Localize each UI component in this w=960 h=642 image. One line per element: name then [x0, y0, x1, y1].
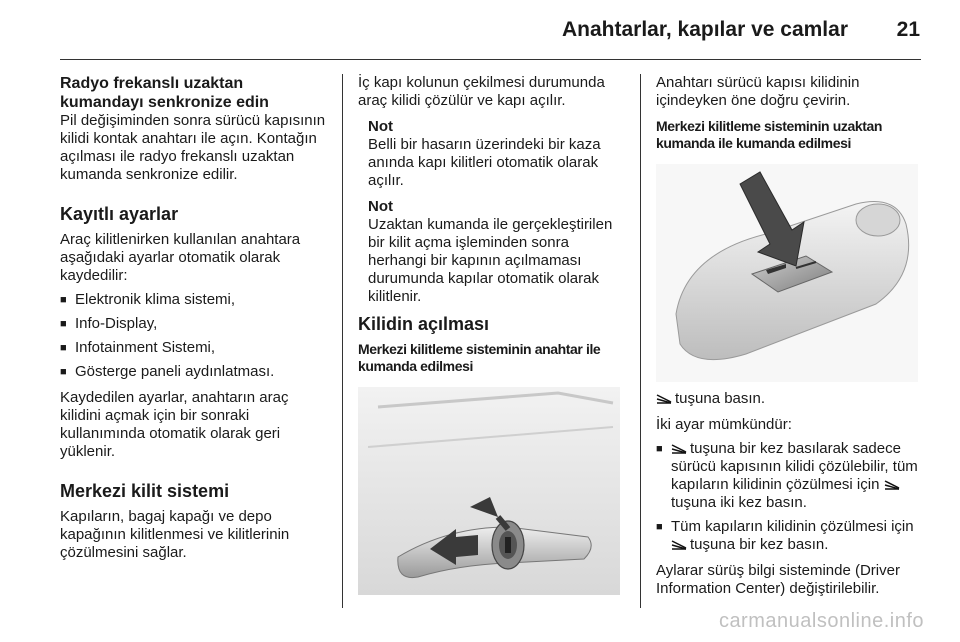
press-instruction: tuşuna basın. — [656, 390, 921, 408]
note-1 — [358, 118, 626, 190]
header-divider — [60, 59, 921, 60]
note-text: Belli bir hasarın üzerindeki bir kaza anında kapı kilitleri otomatik olarak açılır. — [368, 136, 601, 189]
column-right — [656, 74, 921, 598]
saved-settings-intro: Araç kilitlenirken kullanılan anahtara aşağıdaki ayarlar otomatik olarak kaydedilir: — [60, 231, 301, 284]
column-middle — [358, 74, 626, 595]
column-left — [60, 74, 328, 562]
key-operation-subheading: Merkezi kilitleme sisteminin anahtar ile kumanda edilmesi — [358, 341, 601, 374]
page-header — [60, 14, 920, 50]
saved-settings-outro: Kaydedilen ayarlar, anahtarın araç kilidini açmak için bir sonraki kullanımında otomatik olarak geri yüklenir. — [60, 389, 289, 460]
note-label: Not — [368, 198, 393, 215]
page-number: 21 — [896, 18, 920, 41]
list-item: ■ Elektronik klima sistemi, — [60, 291, 328, 309]
unlock-key-icon — [656, 394, 672, 404]
door-handle-drawing — [358, 387, 620, 595]
central-lock-heading: Merkezi kilit sistemi — [60, 481, 230, 501]
list-item: ■ Gösterge paneli aydınlatması. — [60, 363, 328, 381]
saved-settings-list — [60, 291, 328, 381]
list-item: ■ Infotainment Sistemi, — [60, 339, 328, 357]
unlock-heading: Kilidin açılması — [358, 314, 490, 334]
door-handle-key-illustration — [358, 387, 620, 595]
inner-handle-text: İç kapı kolunun çekilmesi durumunda araç kilidi çözülür ve kapı açılır. — [358, 74, 605, 109]
column-divider-1 — [342, 74, 343, 608]
list-item: ■ Tüm kapıların kilidinin çözülmesi için tuşuna bir kez basın. — [656, 518, 921, 554]
note-2 — [358, 198, 626, 306]
column-divider-2 — [640, 74, 641, 608]
two-settings-text: İki ayar mümkündür: — [656, 416, 792, 433]
settings-change-text: Aylarar sürüş bilgi sisteminde (Driver Information Center) değiştirilebilir. — [656, 562, 900, 597]
note-label: Not — [368, 118, 393, 135]
unlock-key-icon — [884, 480, 900, 490]
remote-operation-subheading: Merkezi kilitleme sisteminin uzaktan kumanda ile kumanda edilmesi — [656, 118, 883, 151]
unlock-key-icon — [671, 540, 687, 550]
sync-heading: Radyo frekanslı uzaktan kumandayı senkronize edin — [60, 75, 269, 111]
remote-key-illustration — [656, 164, 918, 382]
saved-settings-heading: Kayıtlı ayarlar — [60, 204, 179, 224]
unlock-options-list — [656, 440, 921, 554]
note-text: Uzaktan kumanda ile gerçekleştirilen bir kilit açma işleminden sonra herhangi bir kapının açılmaması durumunda kapılar otomatik olarak kilitlenir. — [368, 216, 613, 305]
list-item: ■ tuşuna bir kez basılarak sadece sürücü kapısının kilidi çözülebilir, tüm kapıların kilidinin çözülmesi için tuşuna iki kez basın. — [656, 440, 921, 512]
remote-key-drawing — [656, 164, 918, 382]
sync-text: Pil değişiminden sonra sürücü kapısının kilidi kontak anahtarı ile açın. Kontağın açılması ile radyo frekanslı uzaktan kumanda senkronize edilir. — [60, 112, 326, 183]
watermark: carmanualsonline.info — [718, 610, 924, 632]
turn-key-text: Anahtarı sürücü kapısı kilidinin içindeyken öne doğru çevirin. — [656, 74, 860, 109]
chapter-title: Anahtarlar, kapılar ve camlar — [562, 18, 848, 41]
central-lock-text: Kapıların, bagaj kapağı ve depo kapağının kilitlenmesi ve kilitlerinin çözülmesini sağlar. — [60, 508, 290, 561]
list-item: ■ Info-Display, — [60, 315, 328, 333]
unlock-key-icon — [671, 444, 687, 454]
